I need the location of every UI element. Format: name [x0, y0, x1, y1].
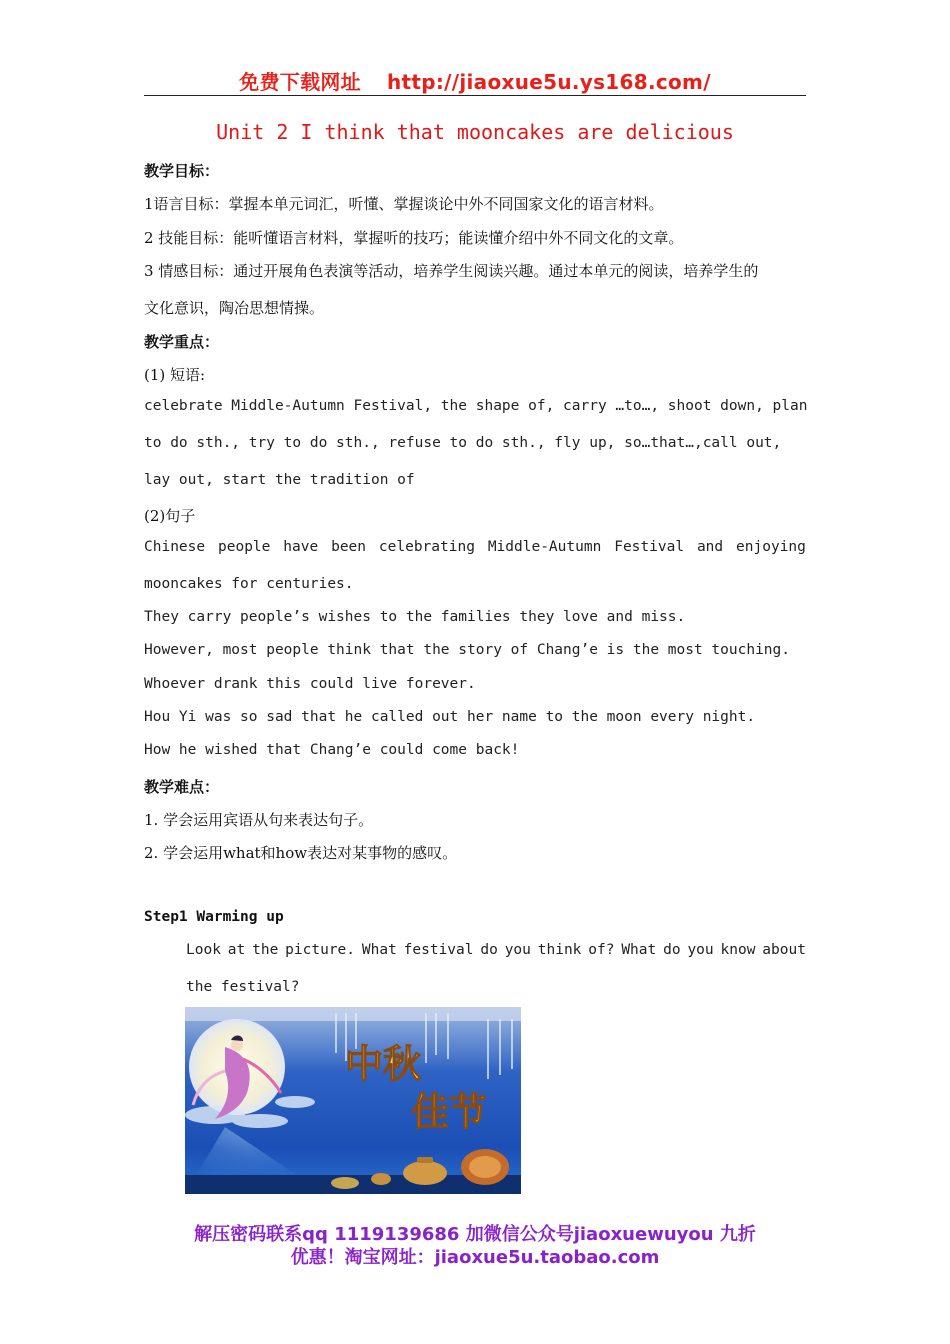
word: people — [218, 539, 271, 555]
difficulty-line: 2. 学会运用what和how表达对某事物的感叹。 — [144, 844, 458, 862]
word: What — [361, 942, 397, 958]
header-label: 免费下载网址 — [239, 70, 361, 94]
phrase-line: celebrate Middle-Autumn Festival, the shape of, carry …to…, shoot down, plan — [144, 398, 808, 414]
objectives-heading: 教学目标： — [144, 162, 220, 180]
sentence-line: Hou Yi was so sad that he called out her name to the moon every night. — [144, 709, 756, 725]
footer-line-2: 优惠！淘宝网址：jiaoxue5u.taobao.com — [290, 1247, 660, 1268]
word: do — [663, 942, 681, 958]
difficulties-heading: 教学难点： — [144, 778, 220, 796]
word: know — [720, 942, 756, 958]
phrase-line: lay out, start the tradition of — [144, 472, 415, 488]
festival-characters-top: 中秋 — [345, 1041, 422, 1086]
word: you — [687, 942, 714, 958]
page-header — [0, 66, 950, 95]
objective-line: 文化意识，陶冶思想情操。 — [144, 299, 325, 317]
header-divider — [144, 95, 806, 96]
word: you — [504, 942, 531, 958]
word: What — [621, 942, 657, 958]
festival-characters-bottom: 佳节 — [411, 1089, 488, 1134]
word: been — [331, 539, 367, 555]
word: enjoying — [736, 539, 806, 555]
step1-line: the festival? — [186, 979, 300, 995]
sentence-line: How he wished that Chang’e could come back! — [144, 742, 520, 758]
word: Chinese — [144, 539, 206, 555]
word: have — [283, 539, 319, 555]
word: at — [227, 942, 246, 958]
sentence-line: Whoever drank this could live forever. — [144, 676, 476, 692]
document-title: Unit 2 I think that mooncakes are delicious — [216, 120, 734, 144]
sentences-label: (2)句子 — [144, 507, 196, 525]
objective-line: 3 情感目标：通过开展角色表演等活动，培养学生阅读兴趣。通过本单元的阅读，培养学生的 — [144, 262, 759, 280]
word: Festival — [614, 539, 685, 555]
step1-line-justified — [186, 942, 806, 958]
objective-line: 2 技能目标：能听懂语言材料，掌握听的技巧；能读懂介绍中外不同文化的文章。 — [144, 229, 684, 247]
sentence-line: mooncakes for centuries. — [144, 576, 354, 592]
mid-autumn-illustration — [185, 1007, 521, 1194]
phrase-line: to do sth., try to do sth., refuse to do sth., fly up, so…that…,call out, — [144, 435, 782, 451]
difficulty-line: 1. 学会运用宾语从句来表达句子。 — [144, 811, 374, 829]
word: of? — [588, 942, 615, 958]
word: and — [696, 539, 724, 555]
mid-autumn-picture — [185, 1007, 521, 1194]
word: do — [480, 942, 498, 958]
word: Middle-Autumn — [487, 539, 602, 555]
word: about — [762, 942, 806, 958]
word: Look — [186, 942, 221, 958]
sentence-line: They carry people’s wishes to the families they love and miss. — [144, 609, 686, 625]
word: think — [537, 942, 582, 958]
key-points-heading: 教学重点： — [144, 333, 220, 351]
teapot — [403, 1161, 447, 1185]
word: festival — [403, 942, 474, 958]
footer-line-1: 解压密码联系qq 1119139686 加微信公众号jiaoxuewuyou 九折 — [194, 1224, 756, 1245]
sentence-line-justified — [144, 539, 806, 555]
objective-line: 1语言目标：掌握本单元词汇，听懂、掌握谈论中外不同国家文化的语言材料。 — [144, 195, 664, 213]
sentence-line: However, most people think that the story of Chang’e is the most touching. — [144, 642, 791, 658]
phrases-label: (1) 短语: — [144, 366, 206, 384]
header-url-link[interactable]: http://jiaoxue5u.ys168.com/ — [386, 70, 711, 94]
step1-heading: Step1 Warming up — [144, 909, 284, 925]
word: celebrating — [378, 539, 475, 555]
word: picture. — [285, 942, 356, 958]
word: the — [252, 942, 279, 958]
